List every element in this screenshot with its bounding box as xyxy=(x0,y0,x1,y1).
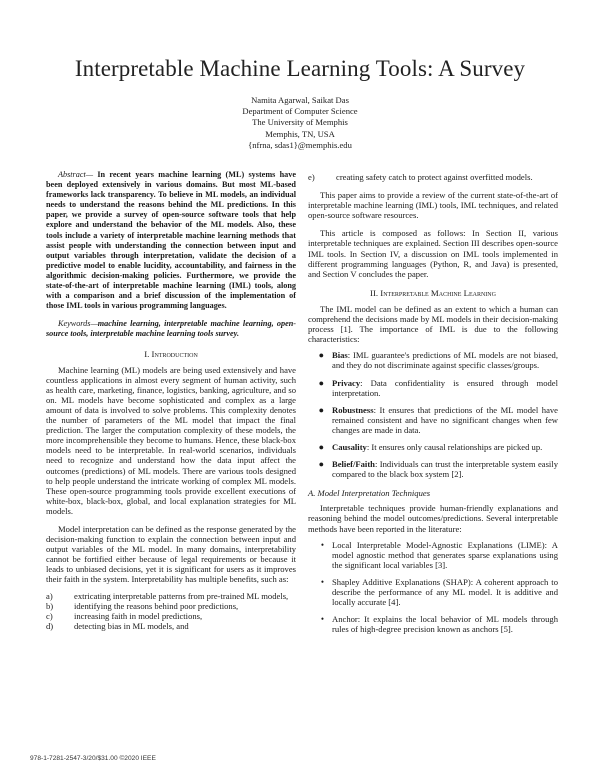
author-university: The University of Memphis xyxy=(252,117,348,128)
subsection-heading-techniques: A. Model Interpretation Techniques xyxy=(308,488,431,499)
bullet-icon: ● xyxy=(318,404,324,415)
bullet-icon: ● xyxy=(318,441,324,452)
section-heading-introduction: I. Introduction xyxy=(144,348,198,359)
list-item: • Local Interpretable Model-Agnostic Explanations (LIME): A model agnostic method that generates sparse explanations using the significant local variables [3]. xyxy=(308,540,558,570)
paper-aim-paragraph: This paper aims to provide a review of the current state-of-the-art of interpretable machine learning (IML) tools, IML techniques, and related open-source software resources. xyxy=(308,190,558,221)
bullet-icon: • xyxy=(320,576,324,587)
author-block xyxy=(0,95,600,151)
list-item: ● Belief/Faith: Individuals can trust the interpretable system easily compared to the black box system [2]. xyxy=(308,459,558,479)
abstract-text: In recent years machine learning (ML) systems have been deployed extensively in various domains. But most ML-based frameworks lack transparency. To believe in ML models, an individual needs to understand the reasons behind the ML predictions. In this paper, we provide a survey of open-source software tools that help explore and understand the behavior of the ML models. Also, these tools include a variety of interpretable machine learning methods that assist people with understanding the connection between input and output variables through interpretation, validate the decision of a predictive model to enable lucidity, accountability, and fairness in the algorithmic decision-making policies. Furthermore, we provide the state-of-the-art of interpretable machine learning (IML) tools, along with a comparison and a brief discussion of the implementation of those IML tools in various programming languages. xyxy=(46,170,296,311)
techniques-paragraph: Interpretable techniques provide human-friendly explanations and reasoning behind the model outcomes/predictions. Several interpretable methods have been reported in the literature: xyxy=(308,503,558,534)
author-department: Department of Computer Science xyxy=(242,106,358,117)
right-column xyxy=(308,172,558,641)
section-heading-iml: II. Interpretable Machine Learning xyxy=(370,287,496,298)
bullet-icon: • xyxy=(320,614,324,625)
author-emails: {nfrna, sdas1}@memphis.edu xyxy=(248,139,352,150)
bullet-icon: ● xyxy=(318,377,324,388)
bullet-icon: ● xyxy=(318,350,324,361)
benefits-list xyxy=(46,591,296,631)
list-item: a) extricating interpretable patterns from pre-trained ML models, xyxy=(46,590,289,601)
abstract-lead: Abstract— xyxy=(58,170,94,179)
iml-definition-paragraph: The IML model can be defined as an extent to which a human can comprehend the decisions made by ML models in their decision-making process [1]. The importance of IML is due to the following characteristics: xyxy=(308,303,558,345)
list-item: c) increasing faith in model predictions, xyxy=(46,610,203,621)
bullet-icon: • xyxy=(320,539,324,550)
intro-paragraph-2: Model interpretation can be defined as the response generated by the decision-making function to explain the connection between input and output variables of the ML model. In many domains, interpretability cannot be fortified either because of legal requirements or because it leads to unbiased decisions, yet it is significant for users as it improves their faith in the system. Interpretability has multiple benefits, such as: xyxy=(46,524,296,585)
author-names: Namita Agarwal, Saikat Das xyxy=(251,95,349,105)
list-item: e) creating safety catch to protect against overfitted models. xyxy=(308,172,533,182)
list-item: ● Privacy: Data confidentiality is ensured through model interpretation. xyxy=(308,378,558,398)
bullet-icon: ● xyxy=(318,459,324,470)
left-column xyxy=(46,170,296,631)
paper-organization-paragraph: This article is composed as follows: In Section II, various interpretable techniques are explained. Section III describes open-source IML tools. In Section IV, a discussion on IML tools implemented in different programming languages (Python, R, and Java) is presented, and Section V concludes the paper. xyxy=(308,228,558,279)
keywords xyxy=(46,319,296,339)
copyright-footer: 978-1-7281-2547-3/20/$31.00 ©2020 IEEE xyxy=(30,755,156,762)
list-item: ● Robustness: It ensures that predictions of the ML model have remained consistent and have no significant changes when few changes are made in data. xyxy=(308,405,558,435)
paper-title: Interpretable Machine Learning Tools: A Survey xyxy=(74,56,526,81)
intro-paragraph-1: Machine learning (ML) models are being used extensively and have countless applications in almost every segment of human activity, such as health care, marketing, finance, logistics, banking, agriculture, and so on. ML models have become sophisticated and complex as a large amount of data is involved to solve problems. This complexity denotes the number of parameters of the ML model that impact the final prediction. The larger the computation complexity of these models, the more incomprehensible they become to humans. Hence, these black-box models need to be interpretable. In real-world scenarios, individuals need to recognize and understand how the data input affect the outcomes (predictions) of ML models. There are various tools designed to help people understand the intricate working of complex ML models. These open-source programming tools provide excellent executions of white-box, black-box, global, and local explanation strategies for ML models. xyxy=(46,364,296,516)
abstract xyxy=(46,170,296,311)
author-location: Memphis, TN, USA xyxy=(265,128,335,139)
list-item: d) detecting bias in ML models, and xyxy=(46,620,189,631)
list-item: ● Bias: IML guarantee's predictions of ML models are not biased, and they do not discriminate against specific classes/groups. xyxy=(308,350,558,370)
characteristics-list xyxy=(308,350,558,479)
keywords-lead: Keywords— xyxy=(58,319,98,329)
list-item: • Anchor: It explains the local behavior of ML models through rules of high-degree precision known as anchors [5]. xyxy=(308,614,558,634)
list-item: b) identifying the reasons behind poor predictions, xyxy=(46,600,239,611)
list-item: • Shapley Additive Explanations (SHAP): A coherent approach to describe the performance of any ML model. It is additive and locally accurate [4]. xyxy=(308,577,558,607)
keywords-text: machine learning, interpretable machine learning, open-source tools, interpretable machine learning tools survey. xyxy=(46,319,296,339)
techniques-list xyxy=(308,540,558,635)
list-item: ● Causality: It ensures only causal relationships are picked up. xyxy=(308,442,558,452)
